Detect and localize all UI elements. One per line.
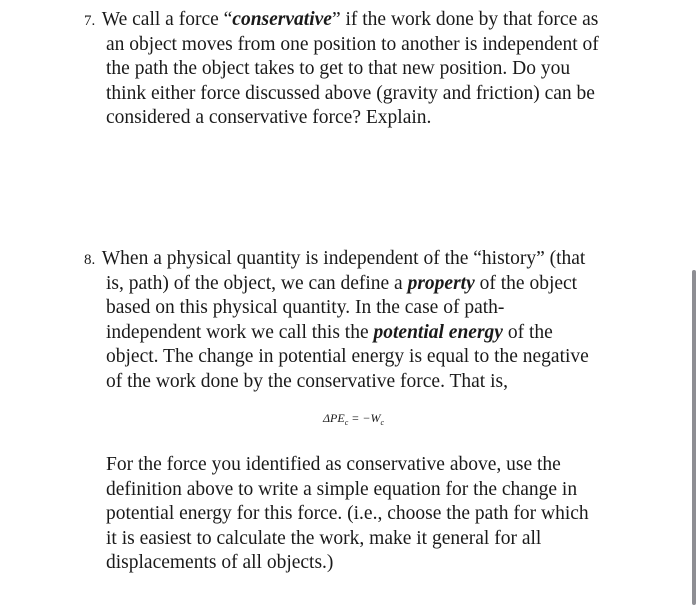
text-segment: of the [502, 321, 553, 343]
equation-lhs: ΔPE [323, 411, 345, 425]
question-7-line-5: considered a conservative force? Explain. [106, 107, 432, 128]
equation-rhs: = −W [348, 411, 381, 425]
text-segment: is, path) of the object, we can define a [106, 272, 408, 294]
text-segment: ” if the work done by that force as [331, 9, 599, 30]
text-segment: independent work we call this the [106, 321, 374, 343]
equation-lhs-subscript: c [344, 418, 349, 427]
question-7-line-2: an object moves from one position to another is independent of [106, 33, 599, 55]
followup-line-4: it is easiest to calculate the work, make it general for all [106, 527, 542, 549]
equation-rhs-subscript: c [380, 418, 385, 427]
followup-line-2: definition above to write a simple equation for the change in [106, 478, 578, 500]
question-8-number: 8. [84, 252, 96, 268]
text-segment: We call a force “ [101, 9, 233, 30]
text-segment: of the object [474, 272, 578, 294]
followup-line-3: potential energy for this force. (i.e., choose the path for which [106, 503, 589, 524]
question-8-line-4 [106, 321, 553, 345]
potential-energy-equation [323, 411, 384, 426]
question-7-line-1 [84, 8, 598, 33]
question-8-line-1 [84, 247, 585, 272]
text-segment: When a physical quantity is independent of the “history” (that [101, 248, 586, 269]
followup-line-5: displacements of all objects.) [106, 552, 334, 573]
term-conservative: conservative [232, 9, 332, 30]
question-7-number: 7. [84, 13, 96, 29]
vertical-scrollbar[interactable] [692, 270, 696, 605]
question-8-line-5: object. The change in potential energy is equal to the negative [106, 346, 589, 367]
term-potential-energy: potential energy [373, 321, 503, 343]
followup-line-1: For the force you identified as conservative above, use the [106, 454, 561, 475]
question-7-line-3: the path the object takes to get to that new position. Do you [106, 58, 571, 79]
question-8-line-3: based on this physical quantity. In the case of path- [106, 297, 505, 318]
term-property: property [407, 272, 475, 294]
question-7-line-4: think either force discussed above (gravity and friction) can be [106, 82, 595, 104]
question-8-line-6: of the work done by the conservative force. That is, [106, 370, 508, 392]
question-8-line-2 [106, 272, 577, 296]
